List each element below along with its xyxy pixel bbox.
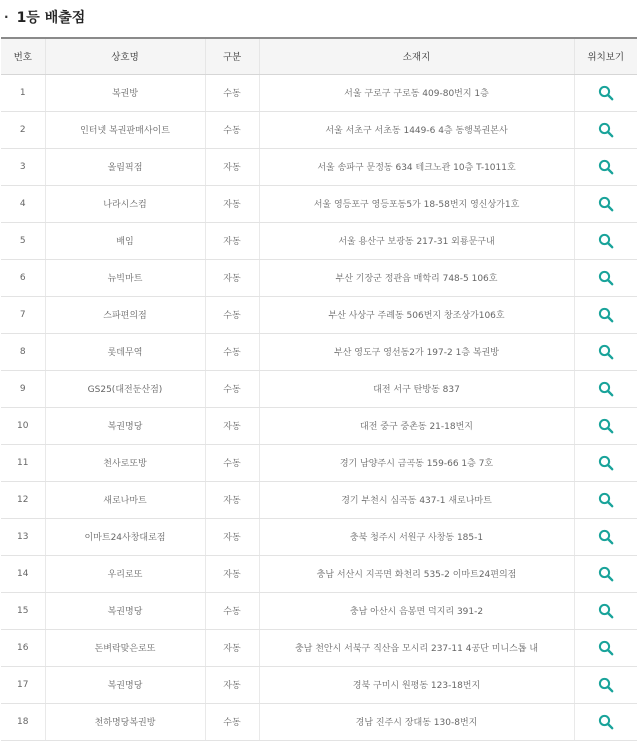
table-row xyxy=(1,407,637,444)
row-number: 13 xyxy=(1,518,45,555)
row-address: 서울 송파구 문정동 634 테크노관 10층 T-1011호 xyxy=(259,148,574,185)
row-location xyxy=(574,703,637,740)
row-number: 6 xyxy=(1,259,45,296)
row-store-name: 우리로또 xyxy=(45,555,205,592)
row-address: 충남 아산시 음봉면 덕지리 391-2 xyxy=(259,592,574,629)
search-icon[interactable] xyxy=(598,270,614,286)
row-number: 16 xyxy=(1,629,45,666)
row-store-name: 이마트24사창대로점 xyxy=(45,518,205,555)
row-store-name: 롯데무역 xyxy=(45,333,205,370)
row-type: 수동 xyxy=(205,444,259,481)
table-row xyxy=(1,333,637,370)
row-address: 서울 구로구 구로동 409-80번지 1층 xyxy=(259,74,574,111)
row-number: 14 xyxy=(1,555,45,592)
row-type: 자동 xyxy=(205,629,259,666)
row-address: 경북 구미시 원평동 123-18번지 xyxy=(259,666,574,703)
winner-store-table xyxy=(1,37,637,741)
search-icon[interactable] xyxy=(598,381,614,397)
row-number: 3 xyxy=(1,148,45,185)
row-number: 11 xyxy=(1,444,45,481)
row-number: 4 xyxy=(1,185,45,222)
row-location xyxy=(574,592,637,629)
search-icon[interactable] xyxy=(598,418,614,434)
row-type: 자동 xyxy=(205,148,259,185)
row-type: 수동 xyxy=(205,111,259,148)
row-address: 서울 서초구 서초동 1449-6 4층 동행복권본사 xyxy=(259,111,574,148)
search-icon[interactable] xyxy=(598,640,614,656)
table-header-row xyxy=(1,38,637,74)
row-type: 자동 xyxy=(205,666,259,703)
row-store-name: 복권방 xyxy=(45,74,205,111)
row-address: 서울 영등포구 영등포동5가 18-58번지 영신상가1호 xyxy=(259,185,574,222)
table-row xyxy=(1,666,637,703)
search-icon[interactable] xyxy=(598,233,614,249)
row-address: 충남 천안시 서북구 직산읍 모시리 237-11 4공단 미니스톱 내 xyxy=(259,629,574,666)
search-icon[interactable] xyxy=(598,344,614,360)
search-icon[interactable] xyxy=(598,455,614,471)
row-number: 10 xyxy=(1,407,45,444)
row-location xyxy=(574,370,637,407)
row-address: 경기 남양주시 금곡동 159-66 1층 7호 xyxy=(259,444,574,481)
row-number: 8 xyxy=(1,333,45,370)
header-address: 소재지 xyxy=(259,38,574,74)
row-store-name: 나라시스컴 xyxy=(45,185,205,222)
row-type: 자동 xyxy=(205,481,259,518)
row-address: 서울 용산구 보광동 217-31 외룡문구내 xyxy=(259,222,574,259)
search-icon[interactable] xyxy=(598,492,614,508)
row-store-name: 스파편의점 xyxy=(45,296,205,333)
row-store-name: 인터넷 복권판매사이트 xyxy=(45,111,205,148)
row-location xyxy=(574,666,637,703)
row-number: 1 xyxy=(1,74,45,111)
row-address: 부산 영도구 영선동2가 197-2 1층 복권방 xyxy=(259,333,574,370)
row-store-name: GS25(대전둔산점) xyxy=(45,370,205,407)
search-icon[interactable] xyxy=(598,529,614,545)
row-number: 7 xyxy=(1,296,45,333)
table-row xyxy=(1,444,637,481)
table-row xyxy=(1,592,637,629)
row-type: 수동 xyxy=(205,333,259,370)
row-number: 9 xyxy=(1,370,45,407)
row-type: 자동 xyxy=(205,555,259,592)
row-location xyxy=(574,111,637,148)
search-icon[interactable] xyxy=(598,677,614,693)
row-location xyxy=(574,185,637,222)
search-icon[interactable] xyxy=(598,196,614,212)
row-location xyxy=(574,333,637,370)
row-location xyxy=(574,148,637,185)
row-type: 수동 xyxy=(205,370,259,407)
header-number: 번호 xyxy=(1,38,45,74)
row-type: 수동 xyxy=(205,74,259,111)
row-location xyxy=(574,555,637,592)
row-location xyxy=(574,222,637,259)
title-bullet: · xyxy=(4,10,9,24)
table-row xyxy=(1,185,637,222)
search-icon[interactable] xyxy=(598,85,614,101)
row-location xyxy=(574,518,637,555)
row-address: 부산 기장군 정관읍 매학리 748-5 106호 xyxy=(259,259,574,296)
row-number: 18 xyxy=(1,703,45,740)
table-row xyxy=(1,148,637,185)
table-row xyxy=(1,222,637,259)
section-title xyxy=(4,6,85,28)
search-icon[interactable] xyxy=(598,603,614,619)
header-location: 위치보기 xyxy=(574,38,637,74)
row-store-name: 천하명당복권방 xyxy=(45,703,205,740)
row-number: 17 xyxy=(1,666,45,703)
row-type: 수동 xyxy=(205,703,259,740)
search-icon[interactable] xyxy=(598,714,614,730)
row-type: 수동 xyxy=(205,296,259,333)
header-store-name: 상호명 xyxy=(45,38,205,74)
row-store-name: 천사로또방 xyxy=(45,444,205,481)
table-row xyxy=(1,518,637,555)
search-icon[interactable] xyxy=(598,159,614,175)
row-address: 부산 사상구 주례동 506번지 창조상가106호 xyxy=(259,296,574,333)
row-number: 15 xyxy=(1,592,45,629)
table-row xyxy=(1,259,637,296)
row-type: 자동 xyxy=(205,185,259,222)
row-type: 자동 xyxy=(205,518,259,555)
row-address: 경남 진주시 장대동 130-8번지 xyxy=(259,703,574,740)
row-location xyxy=(574,444,637,481)
row-store-name: 뉴빅마트 xyxy=(45,259,205,296)
table-row xyxy=(1,555,637,592)
row-store-name: 배임 xyxy=(45,222,205,259)
row-type: 자동 xyxy=(205,259,259,296)
search-icon[interactable] xyxy=(598,122,614,138)
row-address: 대전 서구 탄방동 837 xyxy=(259,370,574,407)
row-store-name: 돈벼락맞은로또 xyxy=(45,629,205,666)
table-row xyxy=(1,629,637,666)
table-row xyxy=(1,74,637,111)
row-type: 수동 xyxy=(205,592,259,629)
table-row xyxy=(1,703,637,740)
table-row xyxy=(1,296,637,333)
row-number: 2 xyxy=(1,111,45,148)
row-address: 경기 부천시 심곡동 437-1 새로나마트 xyxy=(259,481,574,518)
row-location xyxy=(574,407,637,444)
row-number: 5 xyxy=(1,222,45,259)
row-type: 자동 xyxy=(205,407,259,444)
row-store-name: 복권명당 xyxy=(45,666,205,703)
header-type: 구분 xyxy=(205,38,259,74)
row-location xyxy=(574,74,637,111)
row-address: 대전 중구 중촌동 21-18번지 xyxy=(259,407,574,444)
row-store-name: 새로나마트 xyxy=(45,481,205,518)
row-location xyxy=(574,481,637,518)
title-text: 1등 배출점 xyxy=(16,10,86,26)
row-store-name: 올림픽점 xyxy=(45,148,205,185)
search-icon[interactable] xyxy=(598,566,614,582)
row-address: 충남 서산시 지곡면 화천리 535-2 이마트24편의점 xyxy=(259,555,574,592)
row-type: 자동 xyxy=(205,222,259,259)
row-location xyxy=(574,259,637,296)
row-address: 충북 청주시 서원구 사창동 185-1 xyxy=(259,518,574,555)
row-store-name: 복권명당 xyxy=(45,592,205,629)
table-row xyxy=(1,481,637,518)
table-row xyxy=(1,111,637,148)
row-location xyxy=(574,629,637,666)
row-number: 12 xyxy=(1,481,45,518)
row-store-name: 복권명당 xyxy=(45,407,205,444)
table-row xyxy=(1,370,637,407)
row-location xyxy=(574,296,637,333)
search-icon[interactable] xyxy=(598,307,614,323)
